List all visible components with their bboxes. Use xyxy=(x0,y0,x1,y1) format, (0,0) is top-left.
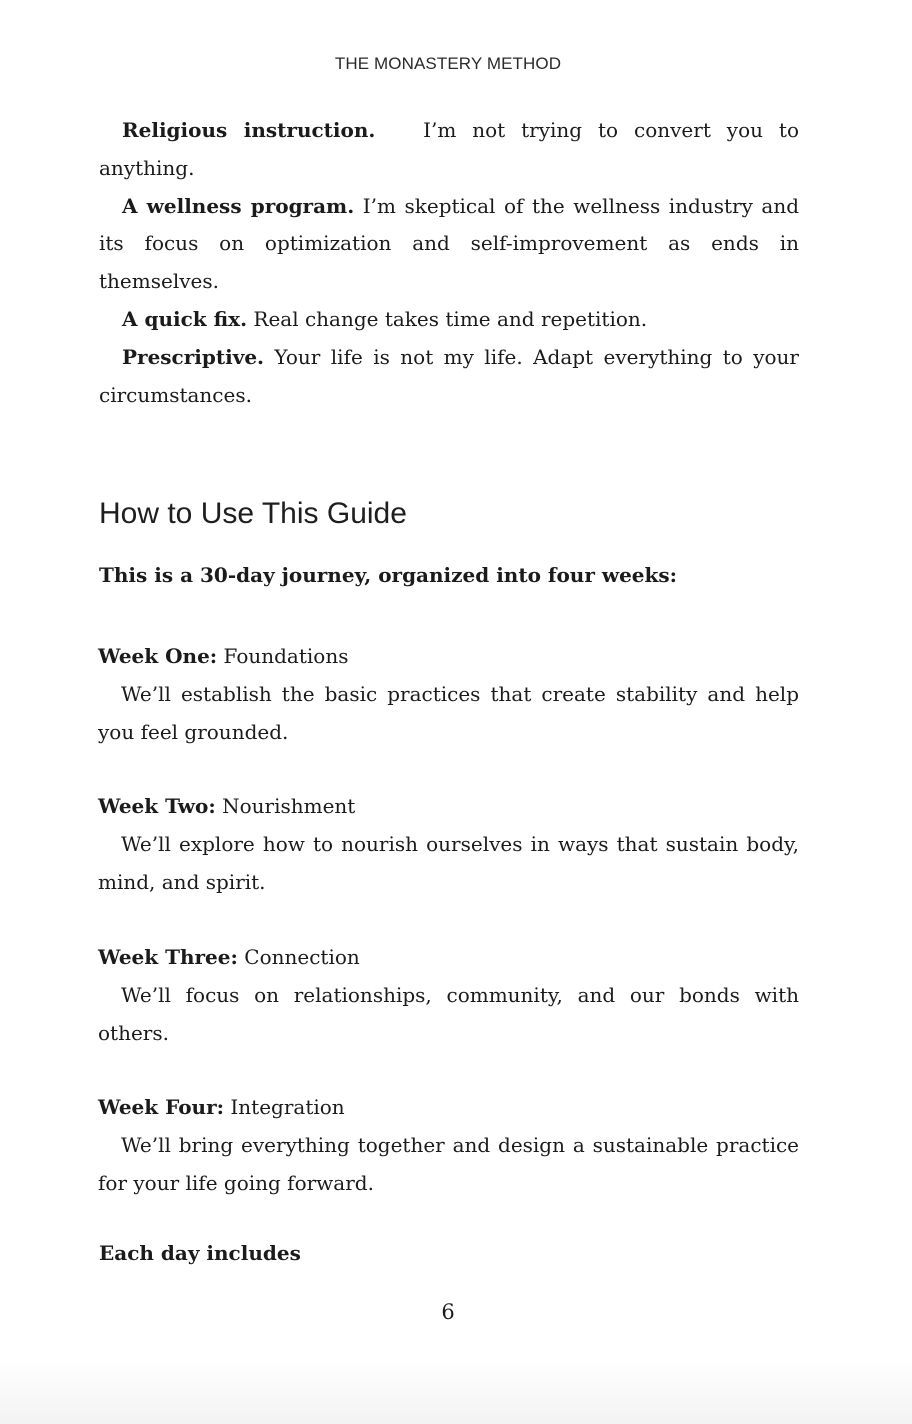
each-day-heading: Each day includes xyxy=(99,1241,301,1265)
not-list-text: I’m skeptical of the wellness industry and its focus on optimization and self-improvement as ends in themselves. xyxy=(99,193,800,294)
week-label: Week One: xyxy=(98,644,218,668)
not-list-text: Real change takes time and repetition. xyxy=(253,306,648,331)
not-list-term: A quick fix. xyxy=(122,306,248,331)
week-theme: Foundations xyxy=(223,644,349,668)
page-number: 6 xyxy=(441,1300,455,1324)
week-label: Week Two: xyxy=(98,794,216,818)
week-description: We’ll bring everything together and design a sustainable practice for your life going forward. xyxy=(98,1132,799,1195)
section-heading: How to Use This Guide xyxy=(99,497,407,530)
week-title xyxy=(98,638,799,676)
not-list-term: Religious instruction. xyxy=(122,118,376,142)
not-list xyxy=(99,112,799,414)
week-title xyxy=(98,1089,799,1127)
week-block xyxy=(98,939,799,1052)
week-block xyxy=(98,788,799,901)
not-list-term: Prescriptive. xyxy=(122,344,265,369)
not-list-term: A wellness program. xyxy=(122,193,355,218)
not-list-item xyxy=(99,339,799,415)
week-block xyxy=(98,638,799,751)
week-description: We’ll focus on relationships, community, and our bonds with others. xyxy=(98,982,799,1045)
section-intro: This is a 30-day journey, organized into four weeks: xyxy=(99,563,678,587)
week-theme: Integration xyxy=(230,1095,345,1119)
running-header: THE MONASTERY METHOD xyxy=(334,54,562,73)
week-label: Week Four: xyxy=(98,1095,225,1119)
week-theme: Connection xyxy=(244,945,360,969)
not-list-item xyxy=(99,301,799,339)
page-bottom-shadow xyxy=(0,1360,912,1424)
week-theme: Nourishment xyxy=(222,794,356,818)
week-label: Week Three: xyxy=(98,945,238,969)
not-list-item xyxy=(99,188,799,301)
not-list-text: I’m not trying to convert you to anything. xyxy=(99,118,799,180)
week-title xyxy=(98,939,799,977)
week-block xyxy=(98,1089,799,1202)
week-description: We’ll establish the basic practices that create stability and help you feel grounded. xyxy=(98,681,799,744)
not-list-item xyxy=(99,112,799,188)
not-list-text: Your life is not my life. Adapt everything to your circumstances. xyxy=(99,344,799,407)
week-title xyxy=(98,788,799,826)
week-description: We’ll explore how to nourish ourselves in ways that sustain body, mind, and spirit. xyxy=(98,831,799,894)
